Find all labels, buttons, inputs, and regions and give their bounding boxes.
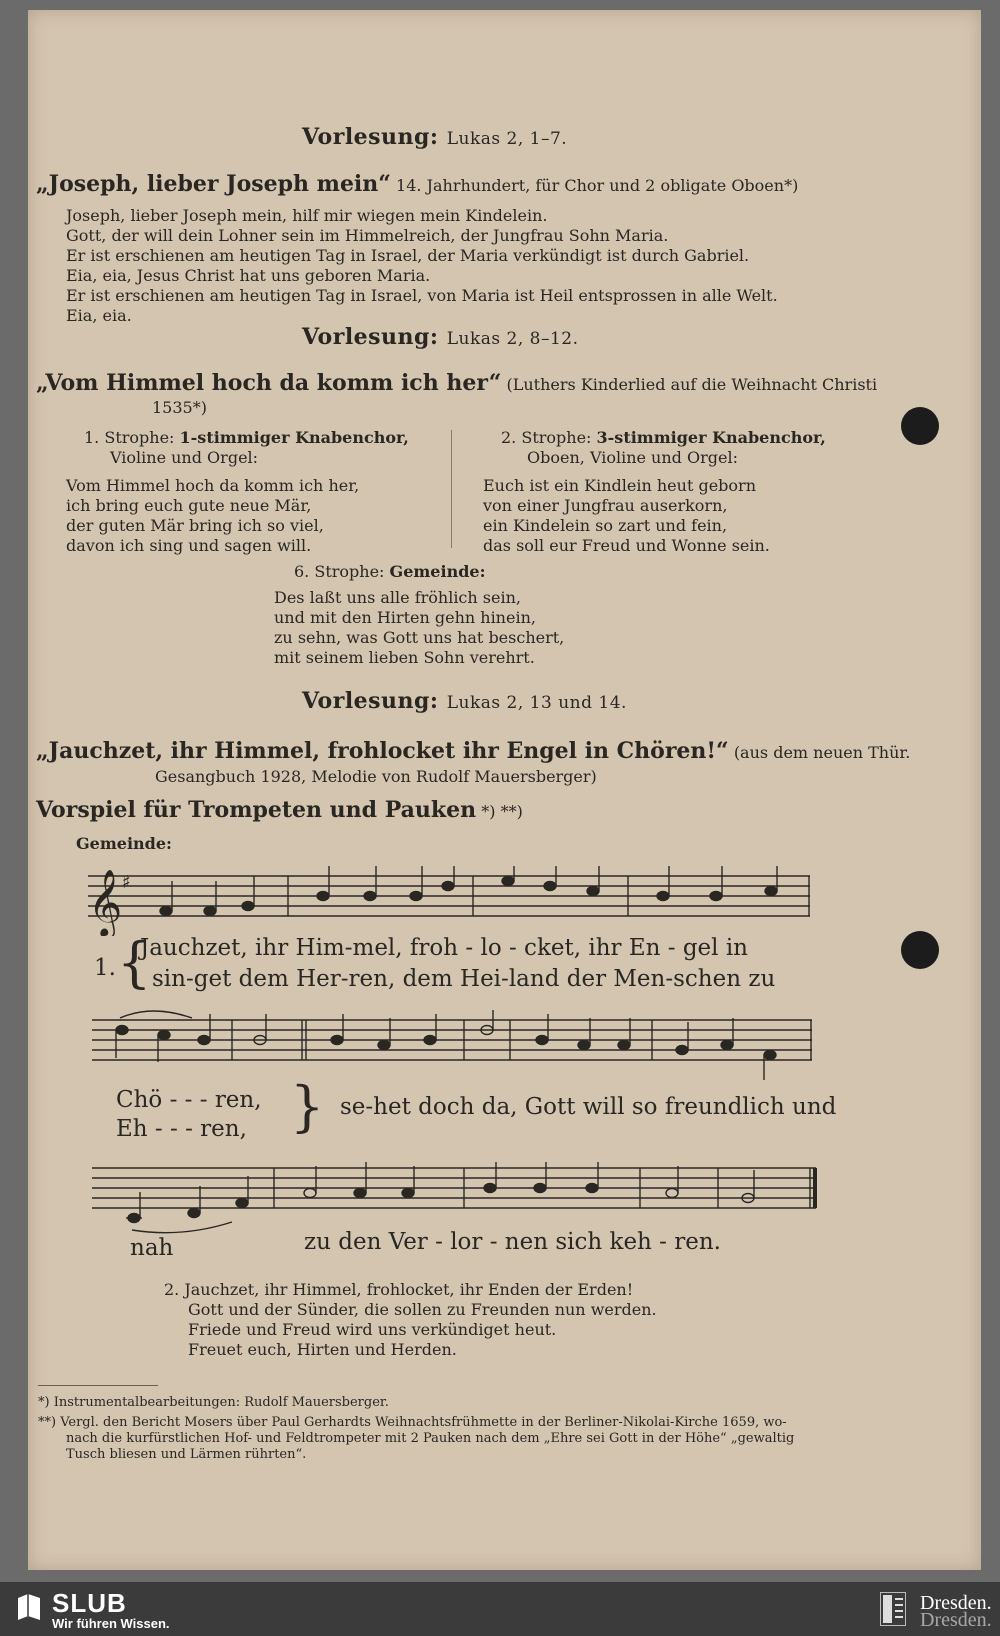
verse-line: Er ist erschienen am heutigen Tag in Israel, von Maria ist Heil entsprossen in alle Welt. bbox=[66, 286, 778, 305]
footer-bar bbox=[0, 1582, 1000, 1636]
strophe-2 bbox=[483, 428, 826, 556]
strophe-verse bbox=[274, 588, 564, 668]
punch-hole-bottom bbox=[901, 931, 939, 969]
song-title-row-2 bbox=[36, 370, 877, 396]
verse-line: der guten Mär bring ich so viel, bbox=[66, 516, 324, 535]
reading-reference: Lukas 2, 1–7. bbox=[446, 129, 568, 149]
verse-line: Eia, eia. bbox=[66, 306, 132, 325]
reading-heading-2 bbox=[302, 324, 579, 350]
prelude-footnote-mark: *) **) bbox=[481, 802, 523, 821]
verse-line: und mit den Hirten gehn hinein, bbox=[274, 608, 536, 627]
lyrics-row2-line1: Chö - - - ren, bbox=[116, 1087, 262, 1113]
footnote-2-line3: Tusch bliesen und Lärmen rührten“. bbox=[66, 1447, 307, 1462]
strophe-1 bbox=[66, 428, 409, 556]
dresden-crest-icon bbox=[880, 1592, 906, 1626]
reading-heading-3 bbox=[302, 688, 627, 714]
footnote-2-line1: **) Vergl. den Bericht Mosers über Paul Gerhardts Weihnachtsfrühmette in der Berliner-Nikolai-Kirche 1659, wo- bbox=[38, 1415, 787, 1430]
verse-line: Freuet euch, Hirten und Herden. bbox=[188, 1340, 457, 1359]
lyrics-row2-line3: se-het doch da, Gott will so freundlich und bbox=[340, 1094, 837, 1120]
song-note-year: 1535*) bbox=[152, 398, 207, 417]
strophe-number: 2. Strophe: bbox=[501, 428, 592, 447]
lyrics-row2-line2: Eh - - - ren, bbox=[116, 1116, 247, 1142]
verse-line: zu sehn, was Gott uns hat beschert, bbox=[274, 628, 565, 647]
footer-tagline: Wir führen Wissen. bbox=[52, 1616, 170, 1631]
notes bbox=[126, 1162, 754, 1223]
song3-verse-2 bbox=[164, 1280, 657, 1360]
verse-line: Des laßt uns alle fröhlich sein, bbox=[274, 588, 521, 607]
reading-label: Vorlesung: bbox=[302, 124, 439, 150]
verse-number: 1. bbox=[94, 955, 116, 981]
footnote-rule bbox=[38, 1385, 158, 1386]
music-staff-3 bbox=[92, 1158, 822, 1238]
song-note: (aus dem neuen Thür. bbox=[733, 743, 911, 762]
verse-line: mit seinem lieben Sohn verehrt. bbox=[274, 648, 535, 667]
reading-reference: Lukas 2, 13 und 14. bbox=[446, 693, 627, 713]
verse-line: Euch ist ein Kindlein heut geborn bbox=[483, 476, 756, 495]
key-signature-sharp: ♯ bbox=[122, 872, 131, 893]
footnote-2-line2: nach die kurfürstlichen Hof- und Feldtrompeter mit 2 Pauken nach dem „Ehre sei Gott in der Höhe“ „gewaltig bbox=[66, 1431, 795, 1446]
verse-line: ein Kindelein so zart und fein, bbox=[483, 516, 728, 535]
strophe-label-line2: Oboen, Violine und Orgel: bbox=[527, 448, 738, 467]
footnotes bbox=[38, 1395, 794, 1463]
song-title-row-3 bbox=[36, 738, 910, 764]
strophe-label bbox=[66, 428, 409, 448]
brace-left: { bbox=[117, 931, 152, 994]
strophe-label bbox=[274, 562, 564, 582]
reading-heading-1 bbox=[302, 124, 567, 150]
strophe-number: 6. Strophe: bbox=[294, 562, 385, 581]
song-note: (Luthers Kinderlied auf die Weihnacht Christi bbox=[506, 375, 878, 394]
footnote-1: *) Instrumentalbearbeitungen: Rudolf Mauersberger. bbox=[38, 1395, 389, 1410]
lyrics-row1-line1: Jauchzet, ihr Him-mel, froh - lo - cket, ihr En - gel in bbox=[140, 935, 748, 961]
slur bbox=[132, 1222, 232, 1233]
strophe-performers: 1-stimmiger Knabenchor, bbox=[179, 428, 409, 447]
slur bbox=[120, 1011, 192, 1018]
music-staff-1 bbox=[88, 866, 818, 936]
strophe-label bbox=[483, 428, 826, 448]
lyrics-row3-line1: nah bbox=[130, 1235, 174, 1261]
verse-line: das soll eur Freud und Wonne sein. bbox=[483, 536, 770, 555]
verse-line: Gott und der Sünder, die sollen zu Freunden nun werden. bbox=[188, 1300, 657, 1319]
footer-city[interactable]: Dresden. bbox=[920, 1592, 992, 1614]
congregation-label: Gemeinde: bbox=[76, 834, 172, 853]
strophe-performers: Gemeinde: bbox=[389, 562, 486, 581]
lyrics-row1-line2: sin-get dem Her-ren, dem Hei-land der Men-schen zu bbox=[152, 966, 776, 992]
song-title-row-1 bbox=[36, 171, 798, 197]
verse-line: Joseph, lieber Joseph mein, hilf mir wiegen mein Kindelein. bbox=[66, 206, 548, 225]
column-divider bbox=[451, 430, 452, 548]
verse-line: von einer Jungfrau auserkorn, bbox=[483, 496, 728, 515]
lyrics-row3-line2: zu den Ver - lor - nen sich keh - ren. bbox=[304, 1229, 721, 1255]
song-title: „Vom Himmel hoch da komm ich her“ bbox=[36, 370, 502, 396]
verse-line: 2. Jauchzet, ihr Himmel, frohlocket, ihr Enden der Erden! bbox=[164, 1280, 634, 1299]
verse-line: davon ich sing und sagen will. bbox=[66, 536, 312, 555]
prelude-heading bbox=[36, 797, 523, 823]
slub-logo-icon bbox=[16, 1592, 42, 1622]
verse-line: Friede und Freud wird uns verkündiget heut. bbox=[188, 1320, 557, 1339]
song-title: „Joseph, lieber Joseph mein“ bbox=[36, 171, 391, 197]
punch-hole-top bbox=[901, 407, 939, 445]
strophe-6 bbox=[274, 562, 564, 668]
prelude-title: Vorspiel für Trompeten und Pauken bbox=[36, 797, 477, 823]
music-staff-2 bbox=[92, 1010, 822, 1080]
verse-line: ich bring euch gute neue Mär, bbox=[66, 496, 312, 515]
verse-line: Gott, der will dein Lohner sein im Himmelreich, der Jungfrau Sohn Maria. bbox=[66, 226, 669, 245]
strophe-verse bbox=[66, 476, 409, 556]
reading-label: Vorlesung: bbox=[302, 688, 439, 714]
footer-brand[interactable]: SLUB bbox=[52, 1588, 127, 1618]
verse-line: Vom Himmel hoch da komm ich her, bbox=[66, 476, 360, 495]
reading-label: Vorlesung: bbox=[302, 324, 439, 350]
notes bbox=[160, 866, 777, 916]
strophe-verse bbox=[483, 476, 826, 556]
brace-right: } bbox=[290, 1075, 325, 1138]
treble-clef: 𝄞 bbox=[88, 868, 123, 936]
verse-line: Er ist erschienen am heutigen Tag in Israel, der Maria verkündigt ist durch Gabriel. bbox=[66, 246, 750, 265]
song1-verse bbox=[66, 206, 778, 326]
strophe-number: 1. Strophe: bbox=[84, 428, 175, 447]
song-note: 14. Jahrhundert, für Chor und 2 obligate Oboen*) bbox=[396, 176, 799, 195]
strophe-performers: 3-stimmiger Knabenchor, bbox=[596, 428, 826, 447]
verse-line: Eia, eia, Jesus Christ hat uns geboren Maria. bbox=[66, 266, 431, 285]
song-note-hymnal: Gesangbuch 1928, Melodie von Rudolf Mauersberger) bbox=[155, 767, 597, 786]
strophe-label-line2: Violine und Orgel: bbox=[110, 448, 259, 467]
footer-city-shadow: Dresden. bbox=[920, 1609, 992, 1631]
song-title: „Jauchzet, ihr Himmel, frohlocket ihr Engel in Chören!“ bbox=[36, 738, 729, 764]
reading-reference: Lukas 2, 8–12. bbox=[446, 329, 579, 349]
